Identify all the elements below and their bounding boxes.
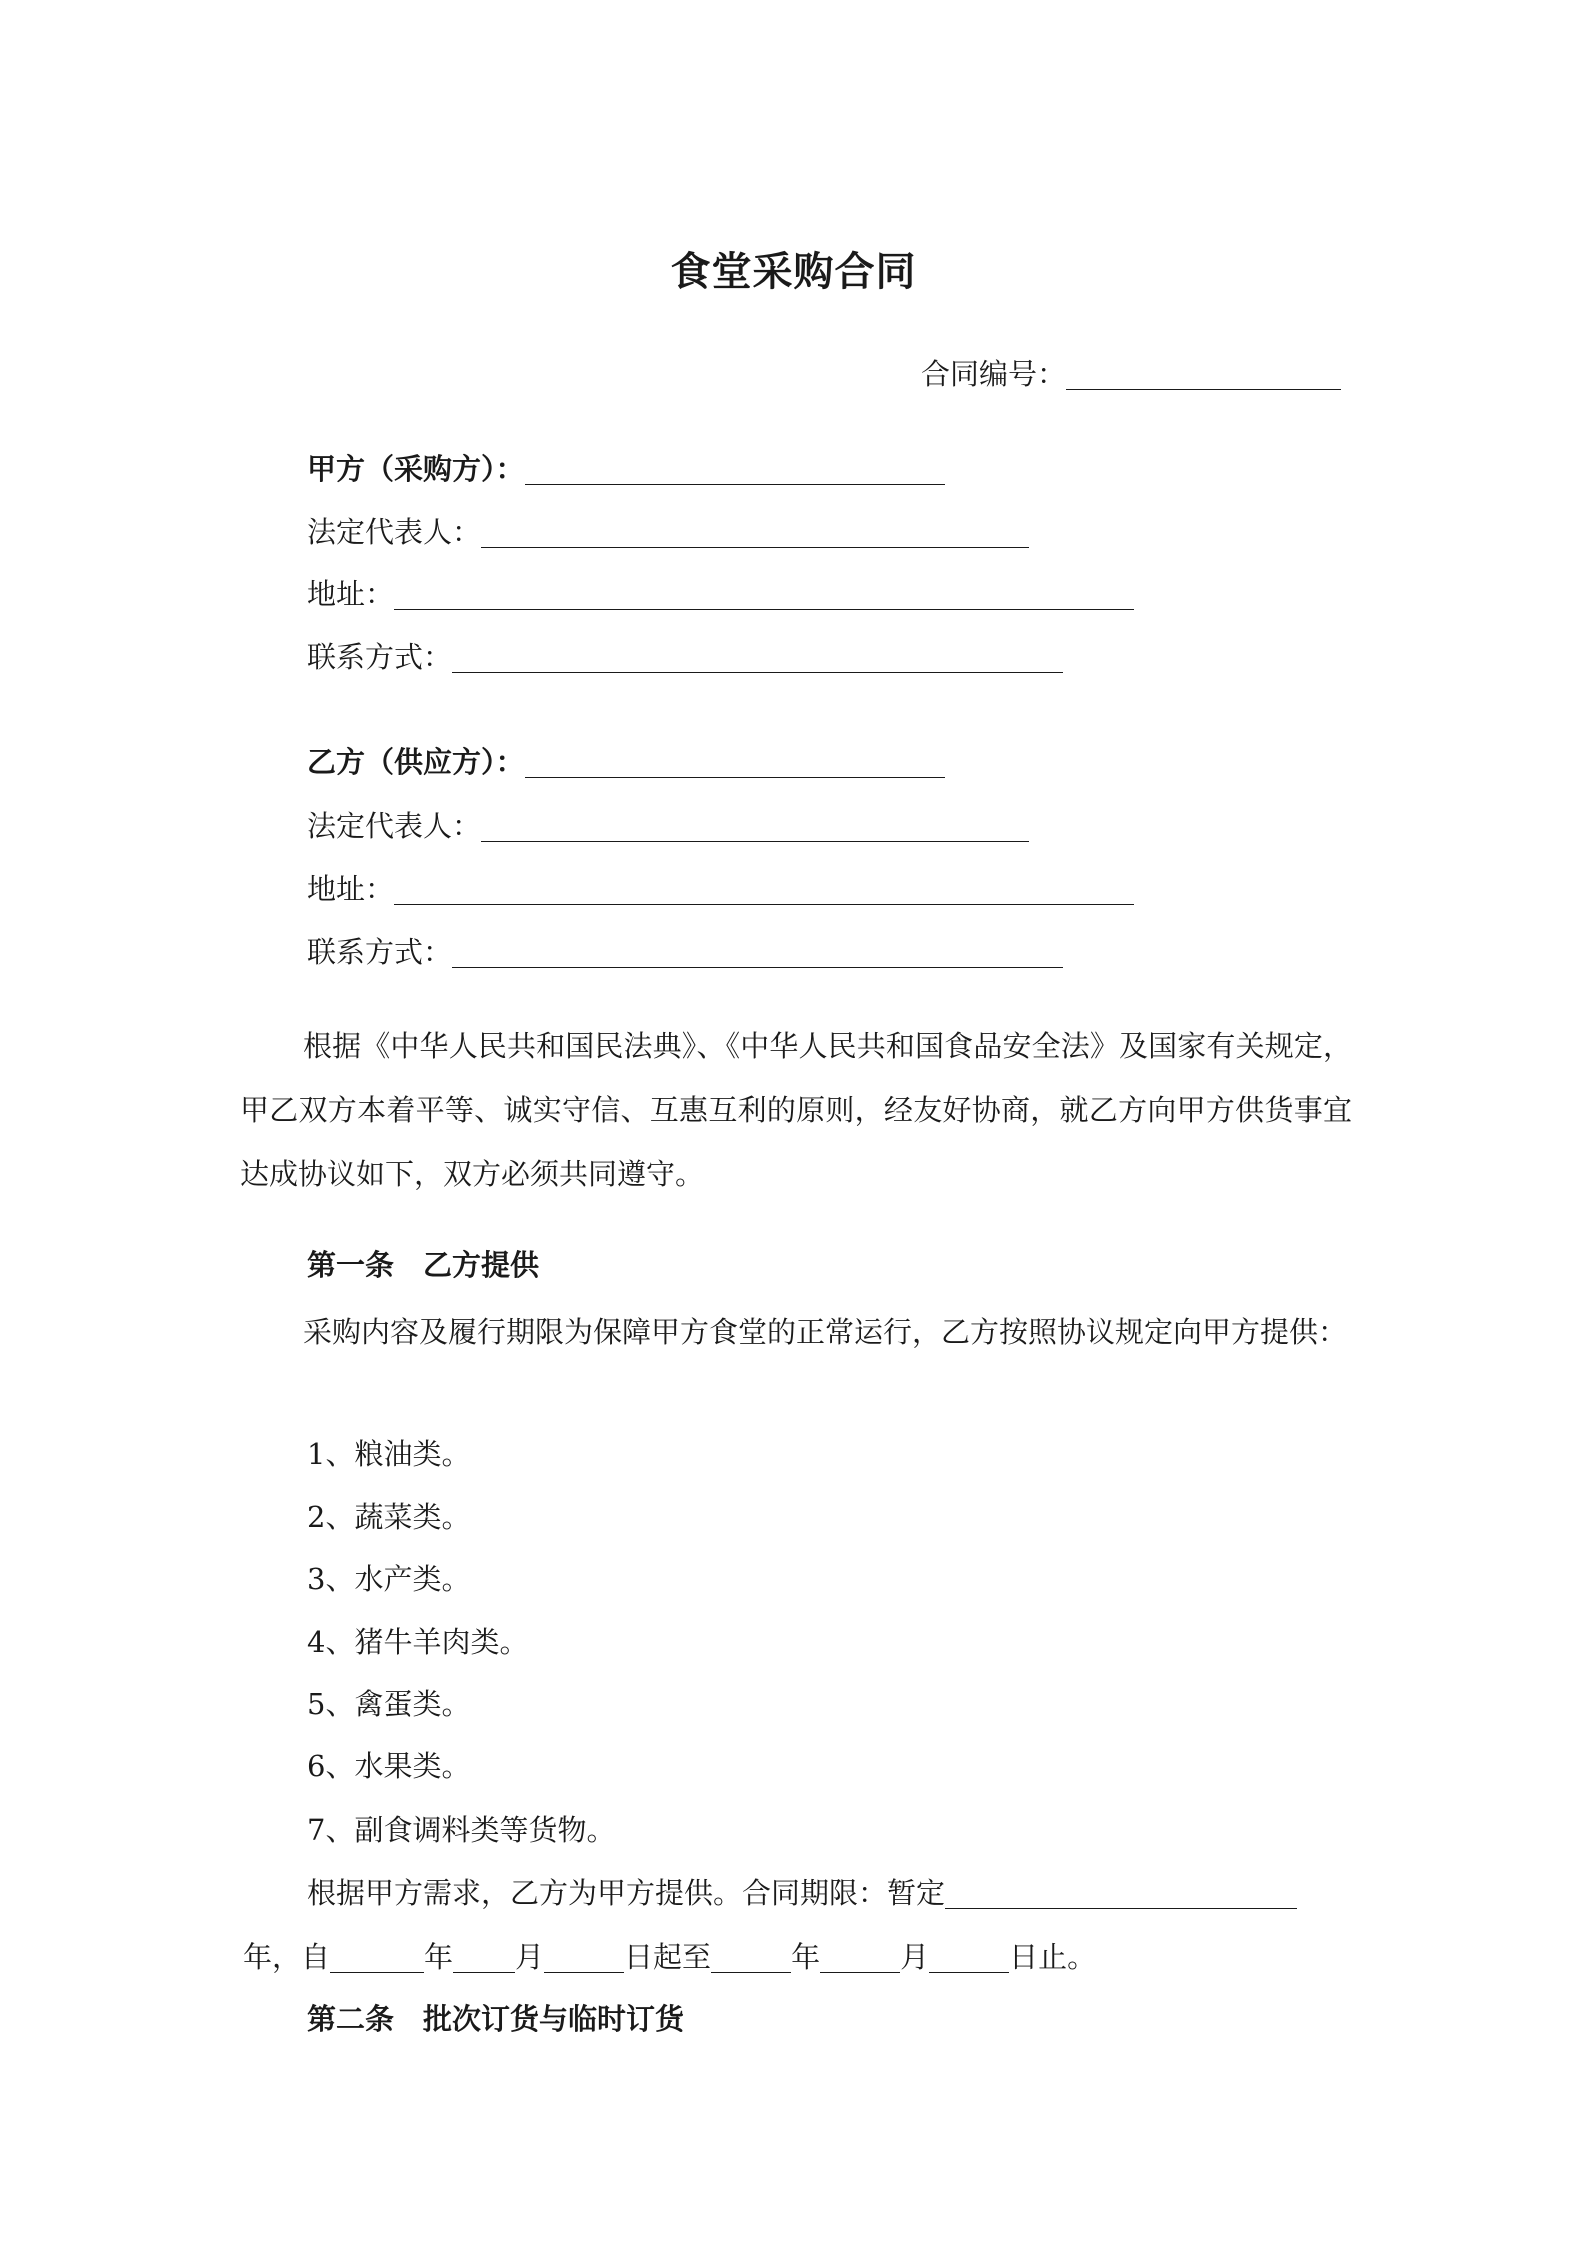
term-part: 年，自: [243, 1940, 331, 1974]
term-part: 年: [791, 1940, 821, 1974]
end-month-blank: [820, 1942, 900, 1973]
party-a-contact-blank: [452, 642, 1063, 673]
party-a-rep-row: [307, 512, 1029, 552]
list-item: 6、水果类。: [307, 1749, 471, 1783]
list-item: 1、粮油类。: [307, 1437, 471, 1471]
party-b-name-blank: [525, 747, 945, 778]
list-item: 2、蔬菜类。: [307, 1500, 471, 1534]
preamble-paragraph: 根据《中华人民共和国民法典》、《中华人民共和国食品安全法》及国家有关规定，甲乙双方本着平等、诚实守信、互惠互利的原则，经友好协商，就乙方向甲方供货事宜达成协议如下，双方必须共同遵守。: [240, 1029, 1352, 1191]
article-2-heading: 第二条 批次订货与临时订货: [307, 2002, 685, 2036]
list-item: 7、副食调料类等货物。: [307, 1813, 616, 1847]
term-part: 日起至: [624, 1940, 712, 1974]
party-a-row: [307, 449, 945, 489]
party-b-row: [307, 742, 945, 782]
contract-number-blank: [1066, 359, 1341, 390]
party-b-contact-blank: [452, 937, 1063, 968]
article-1-heading: 第一条 乙方提供: [307, 1248, 540, 1282]
party-b-address-blank: [394, 874, 1134, 905]
party-b-rep-blank: [481, 811, 1029, 842]
end-year-blank: [711, 1942, 791, 1973]
term-row-2: [243, 1937, 1096, 1977]
party-a-address-blank: [394, 579, 1134, 610]
party-b-rep-label: 法定代表人：: [307, 809, 482, 843]
party-b-address-row: [307, 869, 1134, 909]
start-month-blank: [453, 1942, 515, 1973]
term-row-1: [307, 1873, 1297, 1913]
party-a-rep-label: 法定代表人：: [307, 515, 482, 549]
term-part: 月: [515, 1940, 545, 1974]
term-years-blank: [945, 1878, 1297, 1909]
party-b-heading: 乙方（供应方）：: [307, 745, 525, 779]
party-b-contact-label: 联系方式：: [307, 935, 453, 969]
party-b-address-label: 地址：: [307, 872, 395, 906]
list-item: 5、禽蛋类。: [307, 1687, 471, 1721]
party-a-name-blank: [525, 454, 945, 485]
start-day-blank: [544, 1942, 624, 1973]
party-a-address-row: [307, 574, 1134, 614]
list-item: 4、猪牛羊肉类。: [307, 1625, 529, 1659]
party-a-rep-blank: [481, 517, 1029, 548]
party-b-contact-row: [307, 932, 1063, 972]
contract-number-label: 合同编号：: [921, 357, 1067, 391]
party-a-contact-row: [307, 637, 1063, 677]
article-1-intro: 采购内容及履行期限为保障甲方食堂的正常运行，乙方按照协议规定向甲方提供：: [303, 1315, 1348, 1349]
document-title: 食堂采购合同: [670, 248, 917, 295]
start-year-blank: [330, 1942, 424, 1973]
contract-number-row: [921, 354, 1341, 394]
list-item: 3、水产类。: [307, 1562, 471, 1596]
party-b-rep-row: [307, 806, 1029, 846]
term-part: 月: [900, 1940, 930, 1974]
party-a-contact-label: 联系方式：: [307, 640, 453, 674]
party-a-heading: 甲方（采购方）：: [307, 452, 525, 486]
term-part: 日止。: [1009, 1940, 1097, 1974]
term-text: 根据甲方需求，乙方为甲方提供。合同期限：暂定: [307, 1876, 946, 1910]
party-a-address-label: 地址：: [307, 577, 395, 611]
end-day-blank: [929, 1942, 1009, 1973]
term-part: 年: [424, 1940, 454, 1974]
